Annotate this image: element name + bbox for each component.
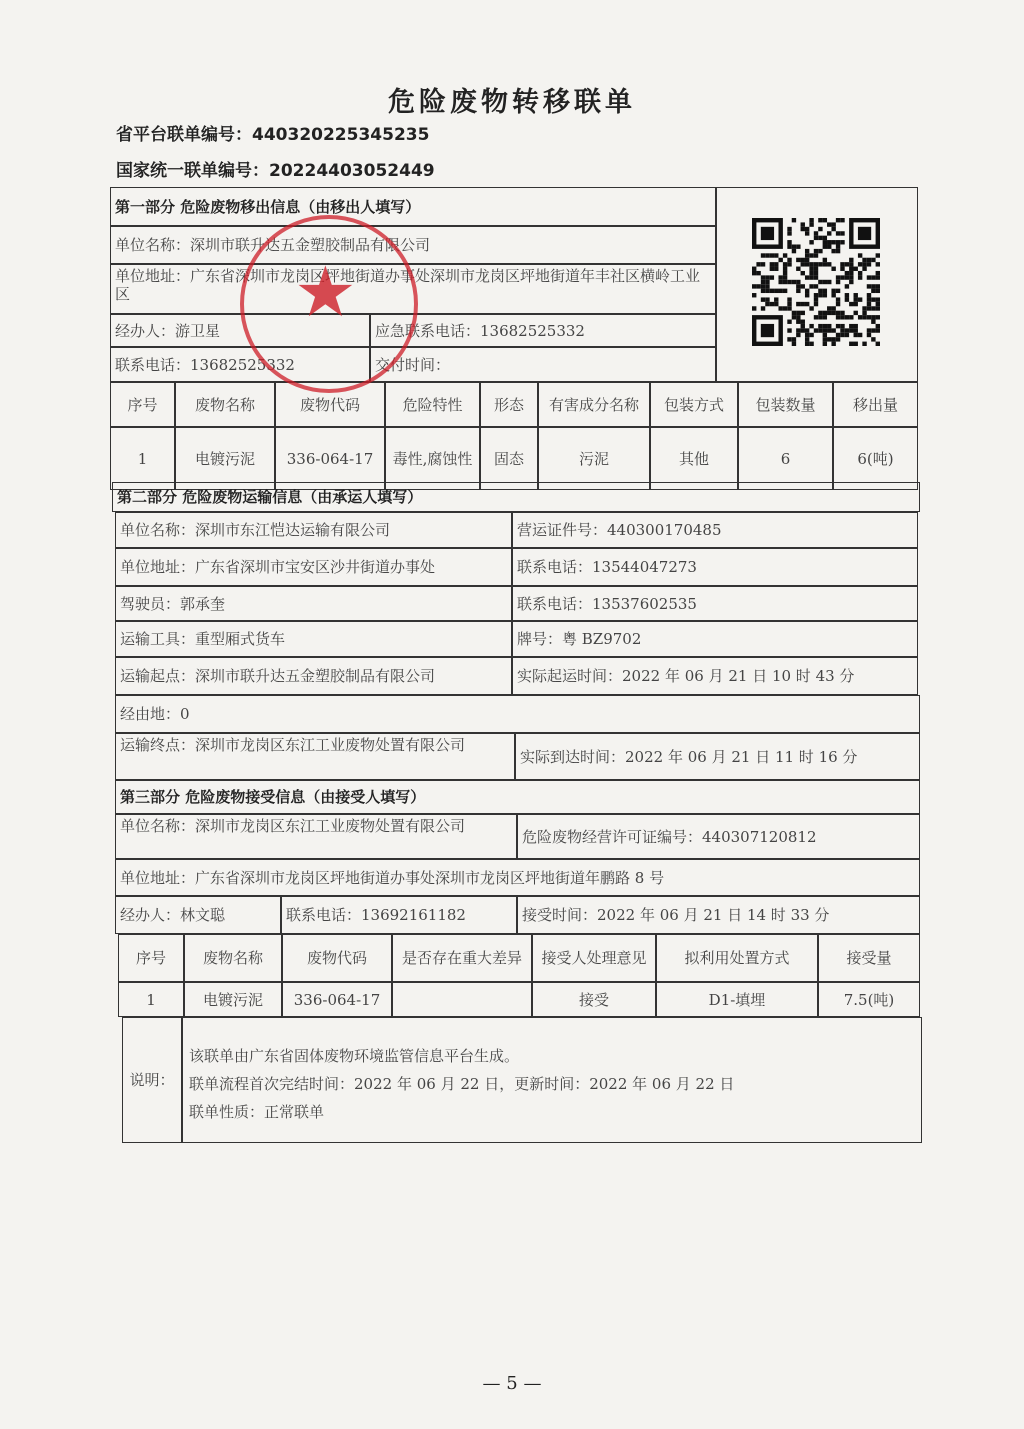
part2-arrive-time: 实际到达时间：2022 年 06 月 21 日 11 时 16 分 [515, 733, 920, 780]
part3-license: 危险废物经营许可证编号：440307120812 [517, 814, 920, 859]
part1-heading: 第一部分 危险废物移出信息（由移出人填写） [110, 187, 716, 226]
p3-td-seq: 1 [118, 982, 184, 1017]
p1-td-component: 污泥 [538, 427, 650, 490]
notes-line-1: 该联单由广东省固体废物环境监管信息平台生成。 [189, 1047, 520, 1065]
p1-td-seq: 1 [110, 427, 175, 490]
p1-th-seq: 序号 [110, 382, 175, 427]
p1-th-amount: 移出量 [833, 382, 918, 427]
p3-td-amount: 7.5(吨) [818, 982, 920, 1017]
p1-th-packaging: 包装方式 [650, 382, 738, 427]
part2-destination: 运输终点：深圳市龙岗区东江工业废物处置有限公司 [115, 733, 515, 780]
part3-unit-address: 单位地址：广东省深圳市龙岗区坪地街道办事处深圳市龙岗区坪地街道年鹏路 8 号 [115, 859, 920, 896]
p3-th-name: 废物名称 [184, 934, 282, 982]
part2-unit-address: 单位地址：广东省深圳市宝安区沙井街道办事处 [115, 548, 512, 586]
part2-vehicle: 运输工具：重型厢式货车 [115, 621, 512, 657]
p3-th-difference: 是否存在重大差异 [392, 934, 532, 982]
notes-line-3: 联单性质：正常联单 [189, 1103, 325, 1121]
part1-phone: 联系电话：13682525332 [110, 347, 370, 382]
seal-star-icon: ★ [294, 251, 357, 333]
provincial-number: 省平台联单编号：440320225345235 [116, 125, 430, 145]
p3-td-method: D1-填埋 [656, 982, 818, 1017]
part2-depart-time: 实际起运时间：2022 年 06 月 21 日 10 时 43 分 [512, 657, 918, 695]
part2-plate: 牌号：粤 BZ9702 [512, 621, 918, 657]
p3-td-opinion: 接受 [532, 982, 656, 1017]
national-number: 国家统一联单编号：20224403052449 [116, 161, 435, 181]
notes-line-2: 联单流程首次完结时间：2022 年 06 月 22 日，更新时间：2022 年 06 月 22 日 [189, 1075, 735, 1093]
p3-td-code: 336-064-17 [282, 982, 392, 1017]
p3-td-difference [392, 982, 532, 1017]
part2-via: 经由地：0 [115, 695, 920, 733]
p3-th-amount: 接受量 [818, 934, 920, 982]
p1-th-hazard: 危险特性 [385, 382, 480, 427]
part3-receive-time: 接受时间：2022 年 06 月 21 日 14 时 33 分 [517, 896, 920, 934]
part1-unit-name: 单位名称：深圳市联升达五金塑胶制品有限公司 [110, 226, 716, 264]
p1-td-amount: 6(吨) [833, 427, 918, 490]
document-title: 危险废物转移联单 [388, 87, 636, 118]
part1-handler: 经办人：游卫星 [110, 314, 370, 347]
part2-heading: 第二部分 危险废物运输信息（由承运人填写） [112, 482, 920, 512]
part1-handover-time: 交付时间： [370, 347, 716, 382]
part3-phone: 联系电话：13692161182 [281, 896, 517, 934]
part1-emergency-phone: 应急联系电话：13682525332 [370, 314, 716, 347]
p3-th-code: 废物代码 [282, 934, 392, 982]
p1-td-packaging: 其他 [650, 427, 738, 490]
part2-phone1: 联系电话：13544047273 [512, 548, 918, 586]
part3-handler: 经办人：林文聪 [115, 896, 281, 934]
part2-permit: 营运证件号：440300170485 [512, 512, 918, 548]
part1-unit-address: 单位地址：广东省深圳市龙岗区坪地街道办事处深圳市龙岗区坪地街道年丰社区横岭工业区 [110, 264, 716, 314]
p1-td-form: 固态 [480, 427, 538, 490]
part2-unit-name: 单位名称：深圳市东江恺达运输有限公司 [115, 512, 512, 548]
p3-td-name: 电镀污泥 [184, 982, 282, 1017]
qr-code-icon [752, 218, 880, 346]
p1-th-name: 废物名称 [175, 382, 275, 427]
part3-unit-name: 单位名称：深圳市龙岗区东江工业废物处置有限公司 [115, 814, 517, 859]
part2-origin: 运输起点：深圳市联升达五金塑胶制品有限公司 [115, 657, 512, 695]
company-seal-icon [240, 215, 418, 393]
page-number: — 5 — [482, 1373, 542, 1394]
part3-heading: 第三部分 危险废物接受信息（由接受人填写） [115, 780, 920, 814]
p1-td-code: 336-064-17 [275, 427, 385, 490]
p3-th-method: 拟利用处置方式 [656, 934, 818, 982]
p1-th-code: 废物代码 [275, 382, 385, 427]
notes-label: 说明： [122, 1017, 182, 1143]
notes-content [182, 1017, 922, 1143]
p1-td-pack-qty: 6 [738, 427, 833, 490]
part2-phone2: 联系电话：13537602535 [512, 586, 918, 621]
p1-th-form: 形态 [480, 382, 538, 427]
p1-td-hazard: 毒性,腐蚀性 [385, 427, 480, 490]
p1-td-name: 电镀污泥 [175, 427, 275, 490]
p3-th-seq: 序号 [118, 934, 184, 982]
p1-th-component: 有害成分名称 [538, 382, 650, 427]
p1-th-pack-qty: 包装数量 [738, 382, 833, 427]
p3-th-opinion: 接受人处理意见 [532, 934, 656, 982]
part2-driver: 驾驶员：郭承奎 [115, 586, 512, 621]
